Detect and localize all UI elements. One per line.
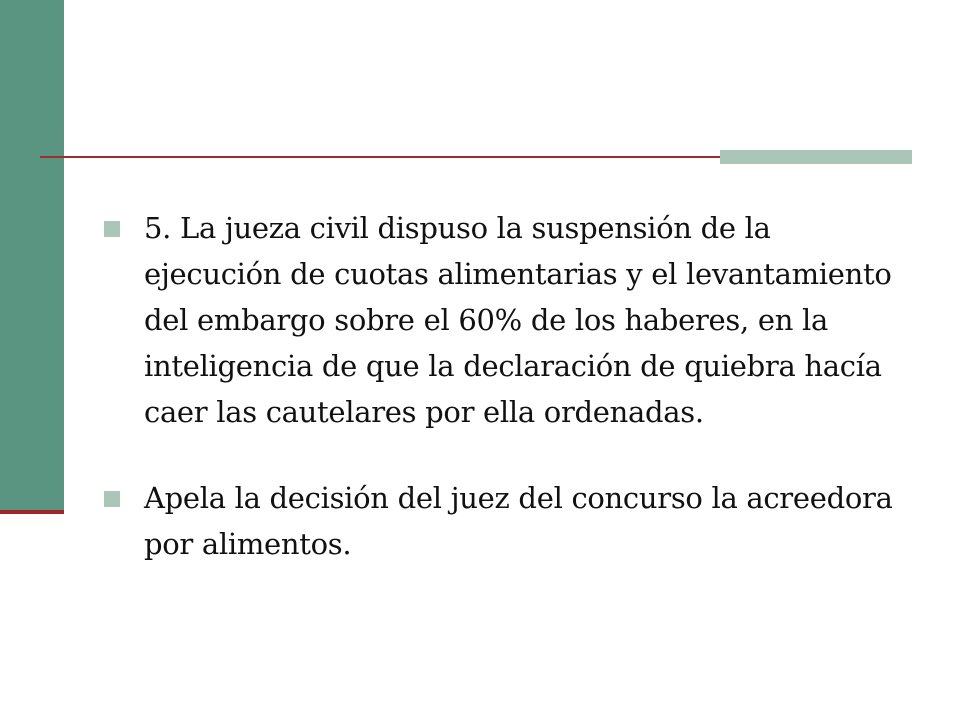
- slide-body: [104, 205, 904, 567]
- bullet-text: Apela la decisión del juez del concurso la acreedora por alimentos.: [144, 481, 893, 561]
- left-decorative-bar: [0, 0, 64, 512]
- square-bullet-icon: [104, 221, 120, 237]
- accent-block: [720, 150, 912, 164]
- square-bullet-icon: [104, 491, 120, 507]
- left-bar-underline: [0, 510, 64, 514]
- bullet-item: [104, 205, 904, 435]
- bullet-item: [104, 475, 904, 567]
- bullet-text: 5. La jueza civil dispuso la suspensión de la ejecución de cuotas alimentarias y el levantamiento del embargo sobre el 60% de los haberes, en la inteligencia de que la declaración de quiebra hacía caer las cautelares por ella ordenadas.: [144, 211, 892, 429]
